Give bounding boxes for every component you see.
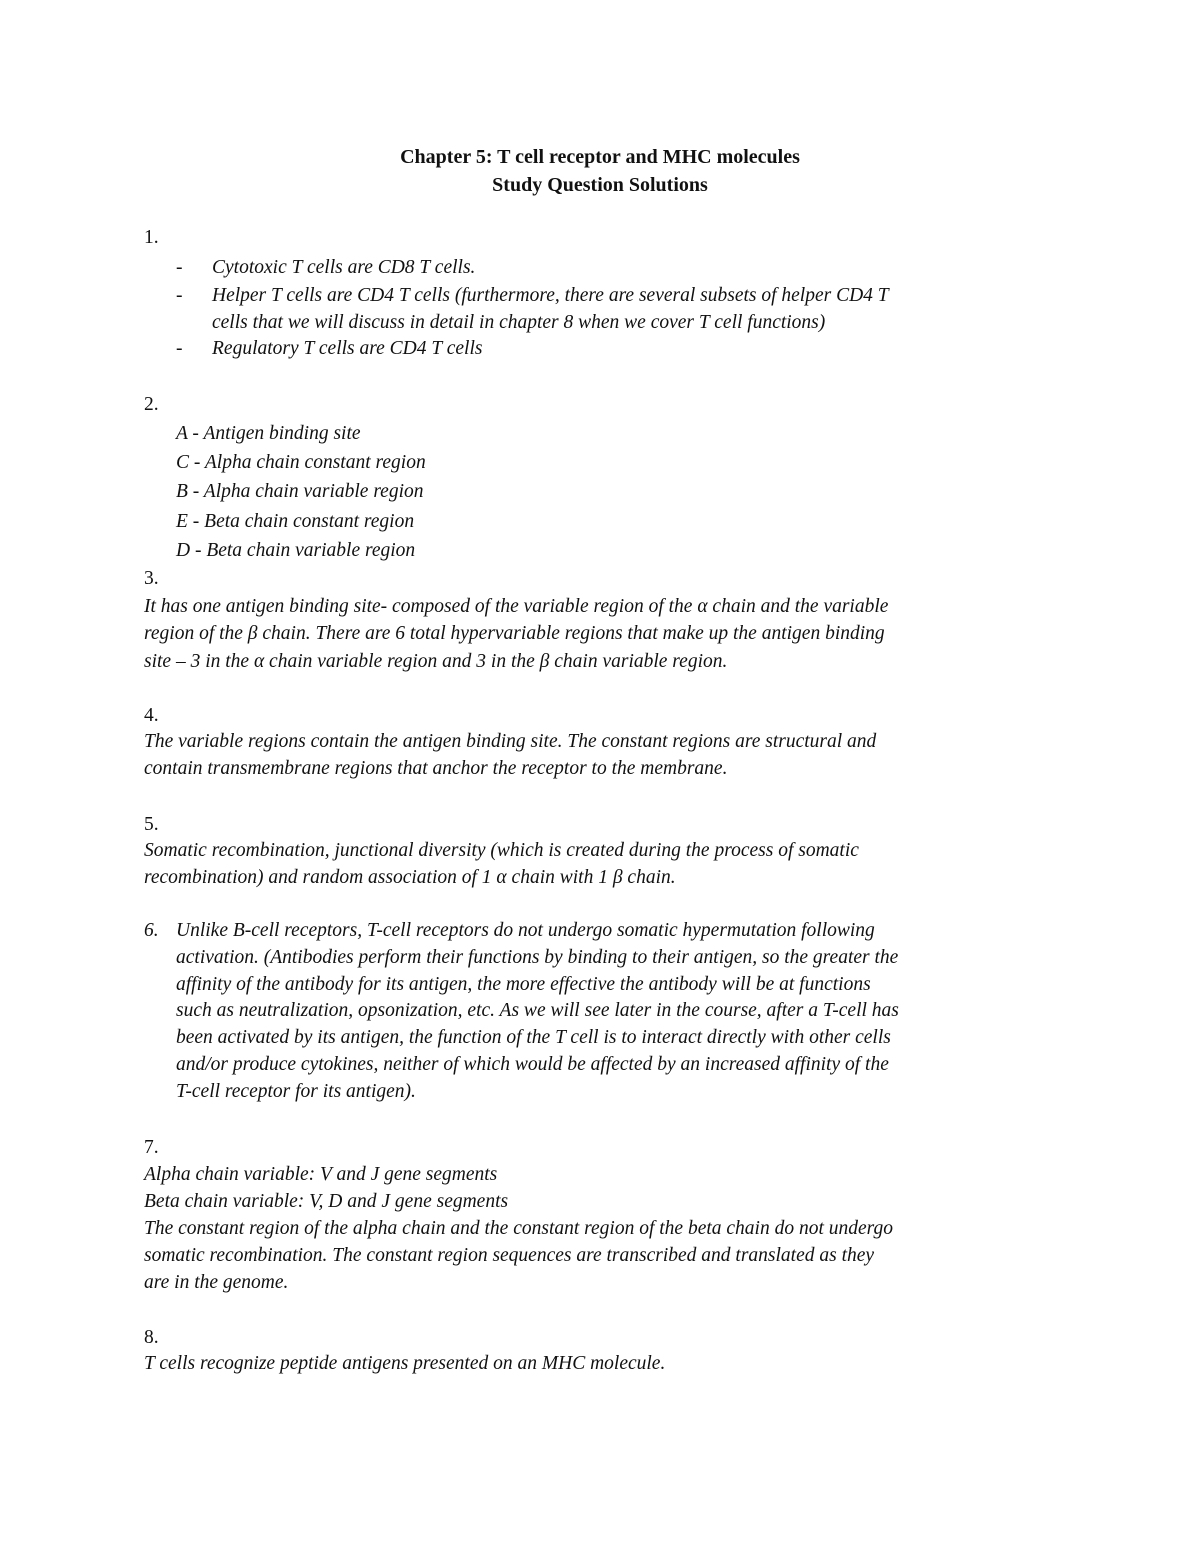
question-3-number: 3. — [144, 568, 159, 589]
bullet-dash: - — [176, 285, 183, 306]
question-2-item: C - Alpha chain constant region — [176, 452, 426, 473]
question-7-line: Alpha chain variable: V and J gene segments — [144, 1164, 498, 1185]
question-2-item: B - Alpha chain variable region — [176, 481, 424, 502]
question-1-bullet-2-cont: cells that we will discuss in detail in chapter 8 when we cover T cell functions) — [212, 312, 826, 333]
question-5-line: Somatic recombination, junctional diversity (which is created during the process of somatic — [144, 840, 859, 861]
question-1-bullet-3: Regulatory T cells are CD4 T cells — [212, 338, 483, 359]
question-1-bullet-1: Cytotoxic T cells are CD8 T cells. — [212, 257, 476, 278]
question-3-line: region of the β chain. There are 6 total hypervariable regions that make up the antigen binding — [144, 623, 885, 644]
question-7-line: somatic recombination. The constant region sequences are transcribed and translated as they — [144, 1245, 875, 1266]
question-6-line: Unlike B-cell receptors, T-cell receptors do not undergo somatic hypermutation following — [176, 920, 875, 941]
question-6-number: 6. — [144, 920, 159, 941]
question-7-line: are in the genome. — [144, 1272, 289, 1293]
question-5-line: recombination) and random association of 1 α chain with 1 β chain. — [144, 867, 676, 888]
question-2-number: 2. — [144, 394, 159, 415]
question-2-item: A - Antigen binding site — [176, 423, 361, 444]
question-6-line: T-cell receptor for its antigen). — [176, 1081, 416, 1102]
question-3-line: site – 3 in the α chain variable region and 3 in the β chain variable region. — [144, 651, 728, 672]
bullet-dash: - — [176, 338, 183, 359]
question-8-line: T cells recognize peptide antigens presented on an MHC molecule. — [144, 1353, 666, 1374]
question-3-line: It has one antigen binding site- composed of the variable region of the α chain and the variable — [144, 596, 889, 617]
bullet-dash: - — [176, 257, 183, 278]
question-4-line: The variable regions contain the antigen binding site. The constant regions are structural and — [144, 731, 877, 752]
question-6-line: such as neutralization, opsonization, etc. As we will see later in the course, after a T-cell has — [176, 1000, 899, 1021]
question-8-number: 8. — [144, 1327, 159, 1348]
question-2-item: E - Beta chain constant region — [176, 511, 415, 532]
question-6-line: been activated by its antigen, the function of the T cell is to interact directly with other cells — [176, 1027, 891, 1048]
question-7-line: Beta chain variable: V, D and J gene segments — [144, 1191, 509, 1212]
question-1-number: 1. — [144, 227, 159, 248]
question-7-line: The constant region of the alpha chain and the constant region of the beta chain do not undergo — [144, 1218, 894, 1239]
question-7-number: 7. — [144, 1137, 159, 1158]
question-4-line: contain transmembrane regions that anchor the receptor to the membrane. — [144, 758, 728, 779]
page-subtitle: Study Question Solutions — [492, 174, 708, 196]
question-2-item: D - Beta chain variable region — [176, 540, 416, 561]
page-title: Chapter 5: T cell receptor and MHC molecules — [400, 146, 800, 168]
question-1-bullet-2: Helper T cells are CD4 T cells (furthermore, there are several subsets of helper CD4 T — [212, 285, 889, 306]
question-4-number: 4. — [144, 705, 159, 726]
question-6-line: activation. (Antibodies perform their functions by binding to their antigen, so the greater the — [176, 947, 899, 968]
question-6-line: affinity of the antibody for its antigen, the more effective the antibody will be at functions — [176, 974, 871, 995]
question-5-number: 5. — [144, 814, 159, 835]
question-6-line: and/or produce cytokines, neither of which would be affected by an increased affinity of the — [176, 1054, 889, 1075]
